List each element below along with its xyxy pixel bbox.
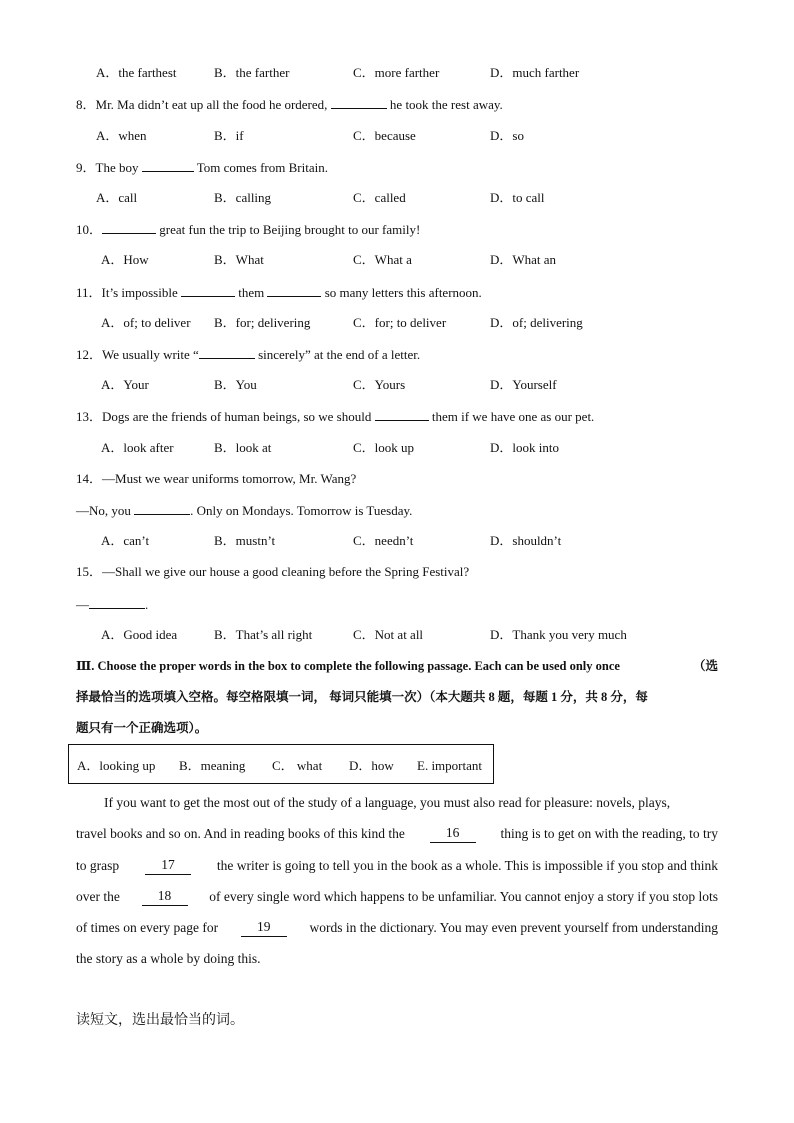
word-option: D．how [349,758,394,773]
option-a: A．of; to deliver [101,315,191,330]
word-option: C． what [272,758,323,773]
option-a: A．the farthest [96,65,177,80]
section-heading-cn: 择最恰当的选项填入空格。每空格限填一词， 每词只能填一次）（本大题共 8 题，每题 1 分，共 8 分，每 [76,690,648,704]
passage-line: travel books and so on. And in reading books of this kind the 16 thing is to get on with the reading, to try [76,825,718,841]
option-b: B．calling [214,190,272,205]
option-d: D．much farther [490,65,580,80]
question-8: 8．Mr. Ma didn’t eat up all the food he ordered, he took the rest away. [76,97,503,112]
option-c: C．What a [353,252,412,267]
option-d: D．Thank you very much [490,627,627,642]
question-12: 12．We usually write “ sincerely” at the end of a letter. [76,347,421,362]
question-14-reply: —No, you . Only on Mondays. Tomorrow is Tuesday. [76,503,413,518]
option-c: C．Not at all [353,627,424,642]
option-b: B．if [214,128,244,143]
answer-blank [102,220,156,234]
passage-blank: 16 [430,825,476,843]
option-c: C．look up [353,440,415,455]
passage-blank: 19 [241,919,287,937]
option-a: A．call [96,190,138,205]
passage-line: over the 18 of every single word which happens to be unfamiliar. You cannot enjoy a story if you stop lots [76,888,718,904]
question-10: 10． great fun the trip to Beijing brought to our family! [76,222,421,237]
option-b: B．You [214,377,257,392]
option-a: A．Your [101,377,149,392]
option-c: C．Yours [353,377,406,392]
option-b: B．for; delivering [214,315,311,330]
answer-blank [89,595,145,609]
option-a: A．Good idea [101,627,178,642]
answer-blank [199,345,255,359]
question-15-reply: — . [76,597,149,612]
option-d: D．Yourself [490,377,557,392]
option-a: A．How [101,252,149,267]
question-9: 9．The boy Tom comes from Britain. [76,160,328,175]
passage-blank: 17 [145,857,191,875]
option-c: C．because [353,128,416,143]
option-b: B．look at [214,440,272,455]
option-d: D．to call [490,190,545,205]
section-heading-cn: 题只有一个正确选项）。 [76,721,208,735]
answer-blank [142,158,194,172]
option-d: D．look into [490,440,559,455]
answer-blank [134,501,190,515]
passage-line: to grasp 17 the writer is going to tell you in the book as a whole. This is impossible if you stop and think [76,857,718,873]
passage-line: If you want to get the most out of the study of a language, you must also read for pleasure: novels, plays, [104,795,671,810]
word-option: E. important [417,758,482,773]
answer-blank [331,95,387,109]
option-d: D．of; delivering [490,315,583,330]
option-a: A．can’t [101,533,150,548]
option-c: C．needn’t [353,533,414,548]
word-box [68,744,494,784]
option-b: B．mustn’t [214,533,276,548]
option-c: C．for; to deliver [353,315,447,330]
question-13: 13．Dogs are the friends of human beings, so we should them if we have one as our pet. [76,409,595,424]
passage-line: of times on every page for 19 words in the dictionary. You may even prevent yourself from understanding [76,919,718,935]
option-b: B．the farther [214,65,290,80]
option-b: B．What [214,252,264,267]
word-option: B．meaning [179,758,246,773]
option-d: D．What an [490,252,557,267]
section-heading: Ⅲ. Choose the proper words in the box to complete the following passage. Each can be used only once （选 [76,659,718,673]
option-a: A．when [96,128,147,143]
option-b: B．That’s all right [214,627,313,642]
passage-blank: 18 [142,888,188,906]
question-11: 11．It’s impossible them so many letters this afternoon. [76,285,482,300]
instruction-text: 读短文，选出最恰当的词。 [76,1013,244,1028]
word-option: A．looking up [77,758,156,773]
option-c: C．more farther [353,65,440,80]
question-15: 15．—Shall we give our house a good cleaning before the Spring Festival? [76,564,470,579]
question-14: 14．—Must we wear uniforms tomorrow, Mr. Wang? [76,471,357,486]
option-c: C．called [353,190,406,205]
passage-line: the story as a whole by doing this. [76,951,261,966]
answer-blank [181,283,235,297]
answer-blank [267,283,321,297]
answer-blank [375,407,429,421]
option-d: D．so [490,128,524,143]
option-a: A．look after [101,440,174,455]
option-d: D．shouldn’t [490,533,562,548]
